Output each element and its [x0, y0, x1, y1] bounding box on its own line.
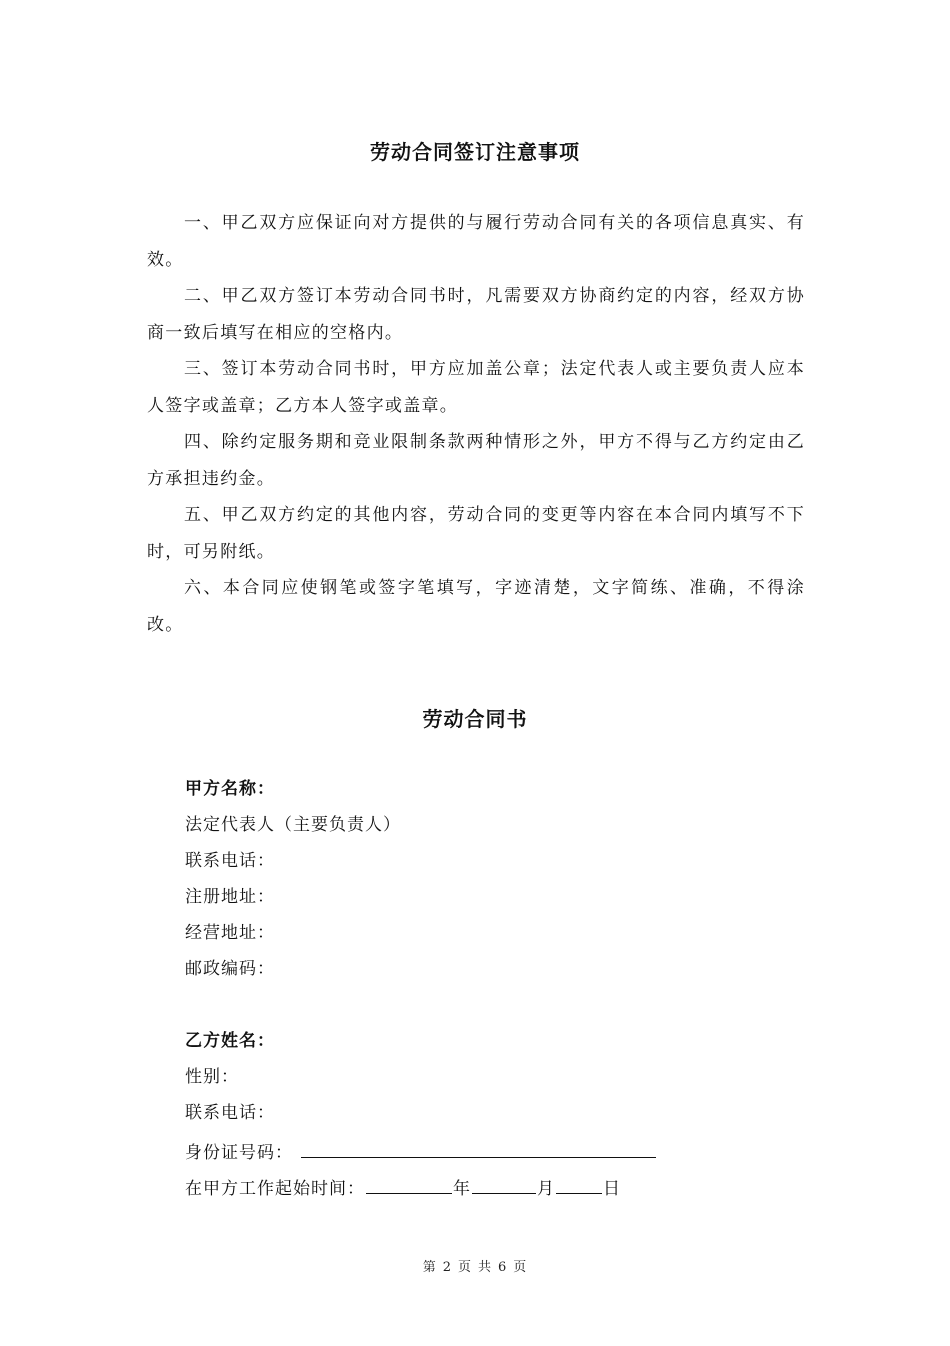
day-label: 日	[603, 1179, 621, 1199]
start-day-blank[interactable]	[556, 1167, 602, 1194]
party-a-legal-rep-label: 法定代表人（主要负责人）	[185, 815, 401, 835]
party-a-name-label: 甲方名称：	[185, 779, 275, 799]
notice-title: 劳动合同签订注意事项	[370, 140, 580, 164]
party-a-phone-label: 联系电话：	[185, 851, 275, 871]
page-prefix: 第	[422, 1260, 437, 1275]
notice-item-5: 五、甲乙双方约定的其他内容，劳动合同的变更等内容在本合同内填写不下时，可另附纸。	[147, 505, 805, 562]
page-footer	[0, 1256, 950, 1275]
party-b-section	[185, 1023, 657, 1203]
party-a-biz-address-label: 经营地址：	[185, 923, 275, 943]
notice-item-2: 二、甲乙双方签订本劳动合同书时，凡需要双方协商约定的内容，经双方协商一致后填写在相应的空格内。	[147, 286, 805, 343]
party-b-start-label: 在甲方工作起始时间：	[185, 1179, 365, 1199]
year-label: 年	[453, 1179, 471, 1199]
party-b-id-label: 身份证号码：	[185, 1143, 293, 1163]
id-number-blank[interactable]	[301, 1131, 656, 1158]
page-total: 6	[498, 1260, 508, 1275]
total-unit: 页	[513, 1260, 528, 1275]
notice-list	[147, 205, 805, 643]
notice-item-4: 四、除约定服务期和竞业限制条款两种情形之外，甲方不得与乙方约定由乙方承担违约金。	[147, 432, 805, 489]
contract-title: 劳动合同书	[422, 707, 528, 731]
party-b-id-row	[185, 1131, 657, 1167]
page-unit: 页	[457, 1260, 472, 1275]
party-a-postcode-label: 邮政编码：	[185, 959, 275, 979]
page-current: 2	[442, 1260, 452, 1275]
party-a-reg-address-label: 注册地址：	[185, 887, 275, 907]
party-b-start-row	[185, 1167, 657, 1203]
party-b-phone-label: 联系电话：	[185, 1103, 275, 1123]
notice-item-1: 一、甲乙双方应保证向对方提供的与履行劳动合同有关的各项信息真实、有效。	[147, 213, 805, 270]
party-b-gender-label: 性别：	[185, 1067, 239, 1087]
start-month-blank[interactable]	[472, 1167, 536, 1194]
party-b-name-label: 乙方姓名：	[185, 1031, 275, 1051]
start-year-blank[interactable]	[366, 1167, 452, 1194]
notice-item-3: 三、签订本劳动合同书时，甲方应加盖公章；法定代表人或主要负责人应本人签字或盖章；乙方本人签字或盖章。	[147, 359, 805, 416]
party-a-section	[185, 771, 401, 987]
month-label: 月	[537, 1179, 555, 1199]
total-prefix: 共	[478, 1260, 493, 1275]
notice-item-6: 六、本合同应使钢笔或签字笔填写，字迹清楚，文字简练、准确，不得涂改。	[147, 578, 805, 635]
